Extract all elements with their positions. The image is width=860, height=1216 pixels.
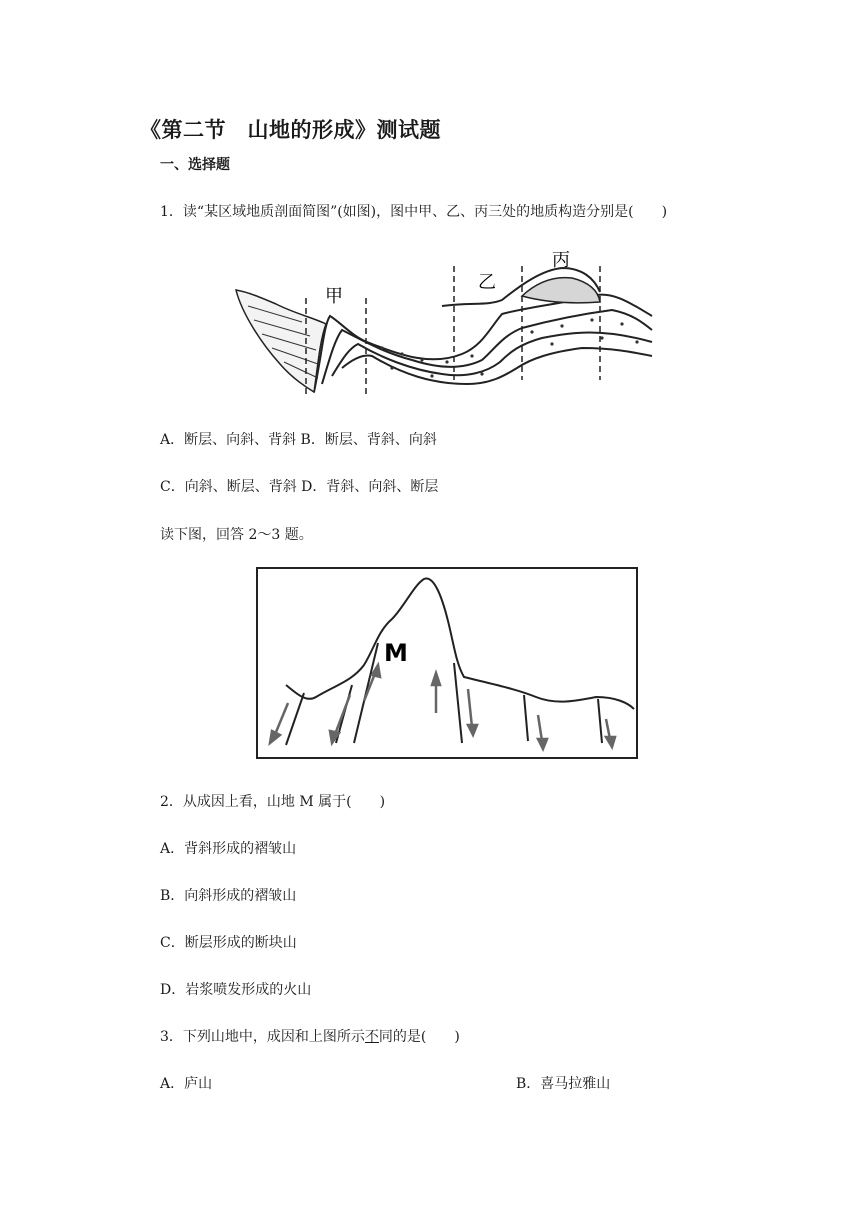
question-3-option-b: B．喜马拉雅山 [516,1076,611,1092]
question-2-stem: 2．从成因上看，山地 M 属于( ) [160,794,386,810]
label-yi: 乙 [478,272,496,293]
label-m: M [384,639,408,667]
section-heading: 一、选择题 [160,157,230,173]
question-1-stem: 1．读“某区域地质剖面简图”(如图)，图中甲、乙、丙三处的地质构造分别是( ) [160,204,668,220]
label-jia: 甲 [325,286,343,307]
page-title: 《第二节 山地的形成》测试题 [140,118,441,142]
question-3-stem [160,1026,460,1046]
question-3-stem-part-2: 同的是( ) [378,1029,460,1045]
geologic-cross-section-diagram [232,244,658,400]
fault-block-mountain-diagram [256,567,638,759]
questions-2-3-intro: 读下图，回答 2～3 题。 [160,527,313,543]
question-2-option-d: D．岩浆喷发形成的火山 [160,982,312,998]
question-1-options-row-1: A．断层、向斜、背斜 B．断层、背斜、向斜 [160,432,437,448]
question-3-stem-emphasis: 不 [364,1029,379,1045]
question-1-options-row-2: C．向斜、断层、背斜 D．背斜、向斜、断层 [160,479,439,495]
label-bing: 丙 [552,250,570,271]
question-3-option-a: A．庐山 [160,1076,213,1092]
question-2-option-a: A．背斜形成的褶皱山 [160,841,297,857]
question-3-stem-part-1: 3．下列山地中，成因和上图所示 [160,1029,365,1045]
question-2-option-b: B．向斜形成的褶皱山 [160,888,297,904]
question-2-option-c: C．断层形成的断块山 [160,935,297,951]
